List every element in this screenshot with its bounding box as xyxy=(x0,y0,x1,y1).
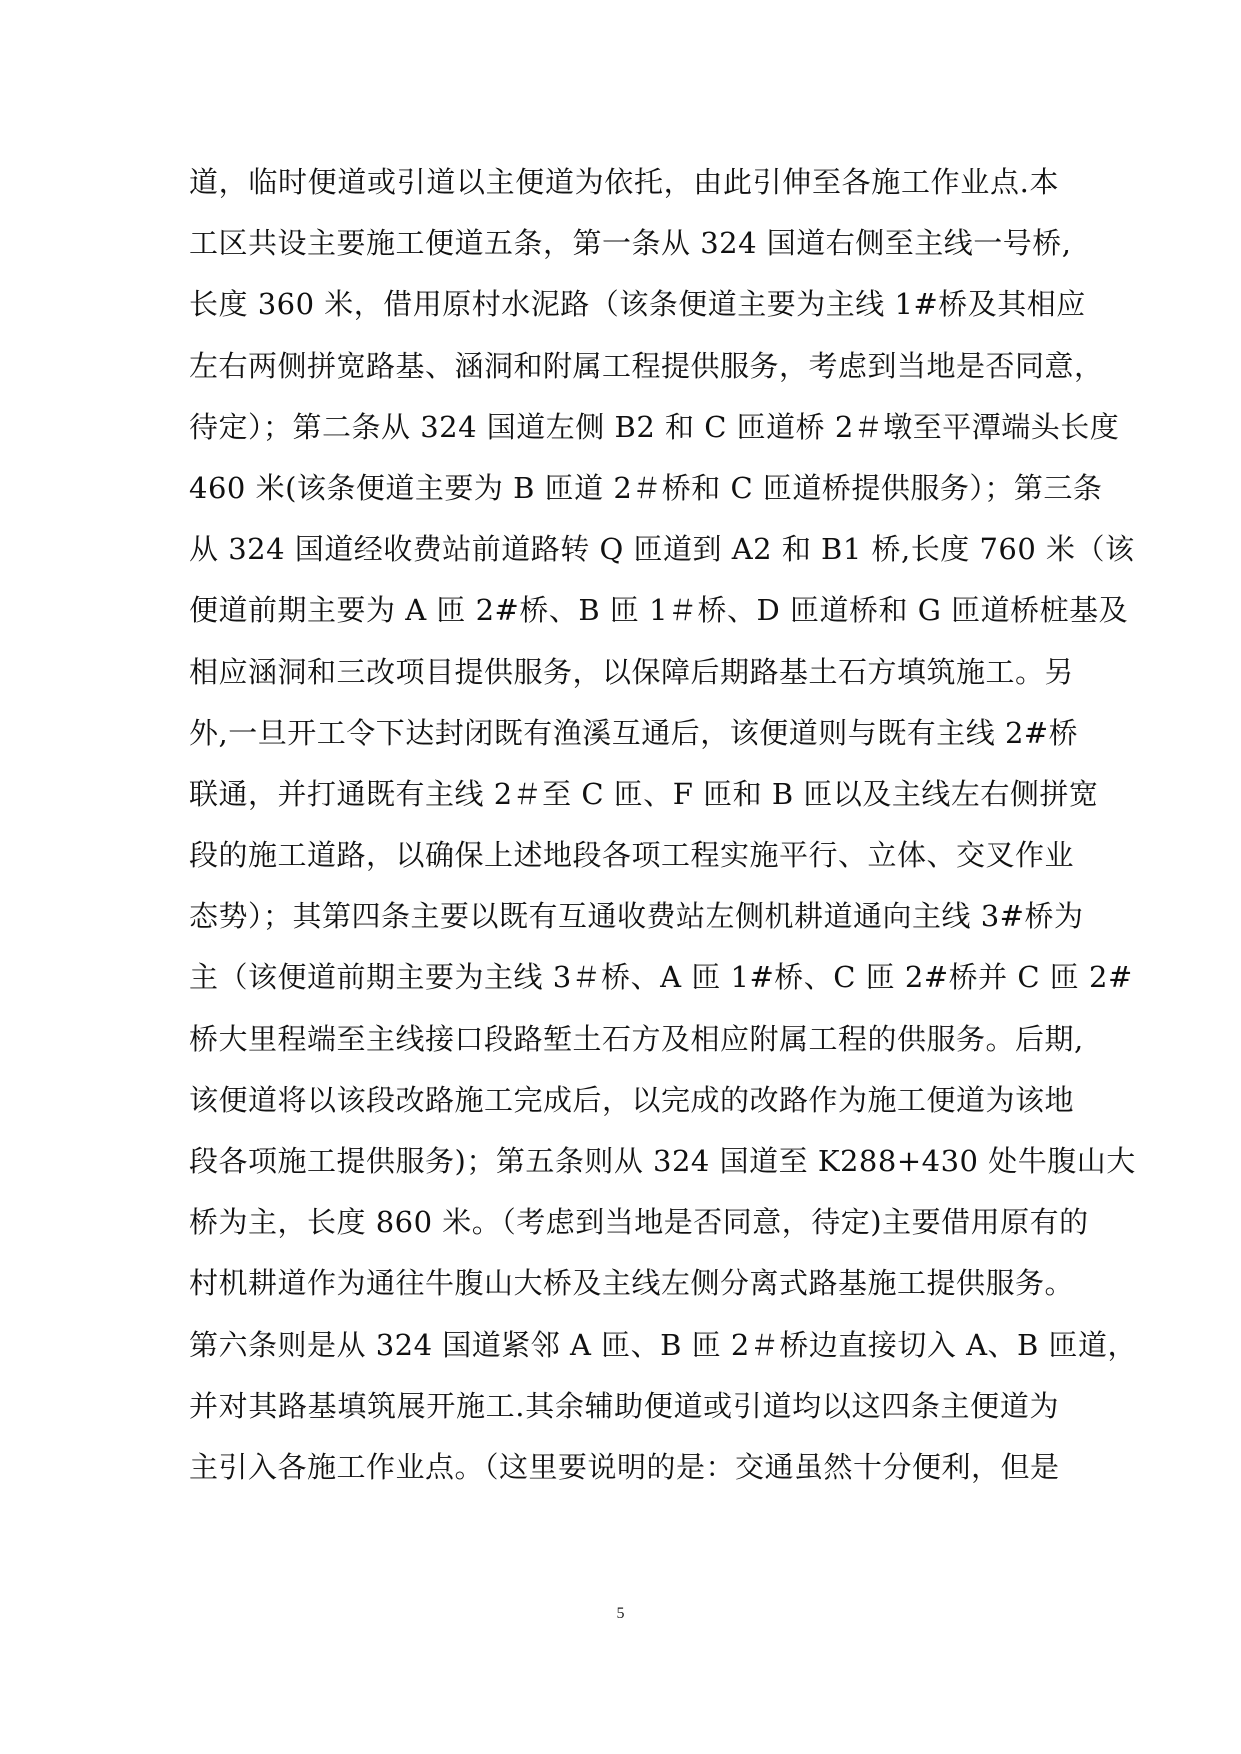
text-line: 左右两侧拼宽路基、涵洞和附属工程提供服务，考虑到当地是否同意， xyxy=(189,348,1104,383)
text-line: 道，临时便道或引道以主便道为依托，由此引伸至各施工作业点.本 xyxy=(189,165,1059,199)
text-line: 待定）；第二条从 324 国道左侧 B2 和 C 匝道桥 2＃墩至平潭端头长度 xyxy=(189,409,1120,444)
text-line: 并对其路基填筑展开施工.其余辅助便道或引道均以这四条主便道为 xyxy=(189,1388,1059,1423)
text-line: 工区共设主要施工便道五条，第一条从 324 国道右侧至主线一号桥, xyxy=(189,226,1072,261)
text-line: 桥大里程端至主线接口段路堑土石方及相应附属工程的供服务。后期, xyxy=(189,1021,1084,1056)
text-line: 段的施工道路，以确保上述地段各项工程实施平行、立体、交叉作业 xyxy=(189,838,1075,873)
text-line: 主引入各施工作业点。（这里要说明的是：交通虽然十分便利，但是 xyxy=(189,1449,1060,1484)
text-line: 主（该便道前期主要为主线 3＃桥、A 匝 1#桥、C 匝 2#桥并 C 匝 2# xyxy=(189,960,1133,995)
text-line: 段各项施工提供服务)；第五条则从 324 国道至 K288+430 处牛腹山大 xyxy=(189,1144,1136,1178)
text-line: 外,一旦开工令下达封闭既有渔溪互通后，该便道则与既有主线 2#桥 xyxy=(189,715,1079,750)
text-line: 相应涵洞和三改项目提供服务，以保障后期路基土石方填筑施工。另 xyxy=(189,654,1075,689)
text-line: 桥为主，长度 860 米。（考虑到当地是否同意，待定)主要借用原有的 xyxy=(189,1205,1089,1240)
text-line: 便道前期主要为 A 匝 2#桥、B 匝 1＃桥、D 匝道桥和 G 匝道桥桩基及 xyxy=(189,593,1129,628)
text-line: 460 米(该条便道主要为 B 匝道 2＃桥和 C 匝道桥提供服务）；第三条 xyxy=(189,470,1103,505)
text-line: 该便道将以该段改路施工完成后，以完成的改路作为施工便道为该地 xyxy=(189,1082,1075,1117)
text-line: 联通，并打通既有主线 2＃至 C 匝、F 匝和 B 匝以及主线左右侧拼宽 xyxy=(189,776,1099,811)
text-line: 长度 360 米，借用原村水泥路（该条便道主要为主线 1#桥及其相应 xyxy=(189,287,1086,322)
text-line: 第六条则是从 324 国道紧邻 A 匝、B 匝 2＃桥边直接切入 A、B 匝道， xyxy=(189,1327,1138,1362)
text-line: 村机耕道作为通往牛腹山大桥及主线左侧分离式路基施工提供服务。 xyxy=(189,1266,1075,1301)
body-paragraph xyxy=(189,152,1138,1498)
text-line: 从 324 国道经收费站前道路转 Q 匝道到 A2 和 B1 桥,长度 760 米（该 xyxy=(189,532,1135,567)
text-line: 态势）；其第四条主要以既有互通收费站左侧机耕道通向主线 3#桥为 xyxy=(189,899,1084,934)
page-number: 5 xyxy=(616,1605,625,1622)
